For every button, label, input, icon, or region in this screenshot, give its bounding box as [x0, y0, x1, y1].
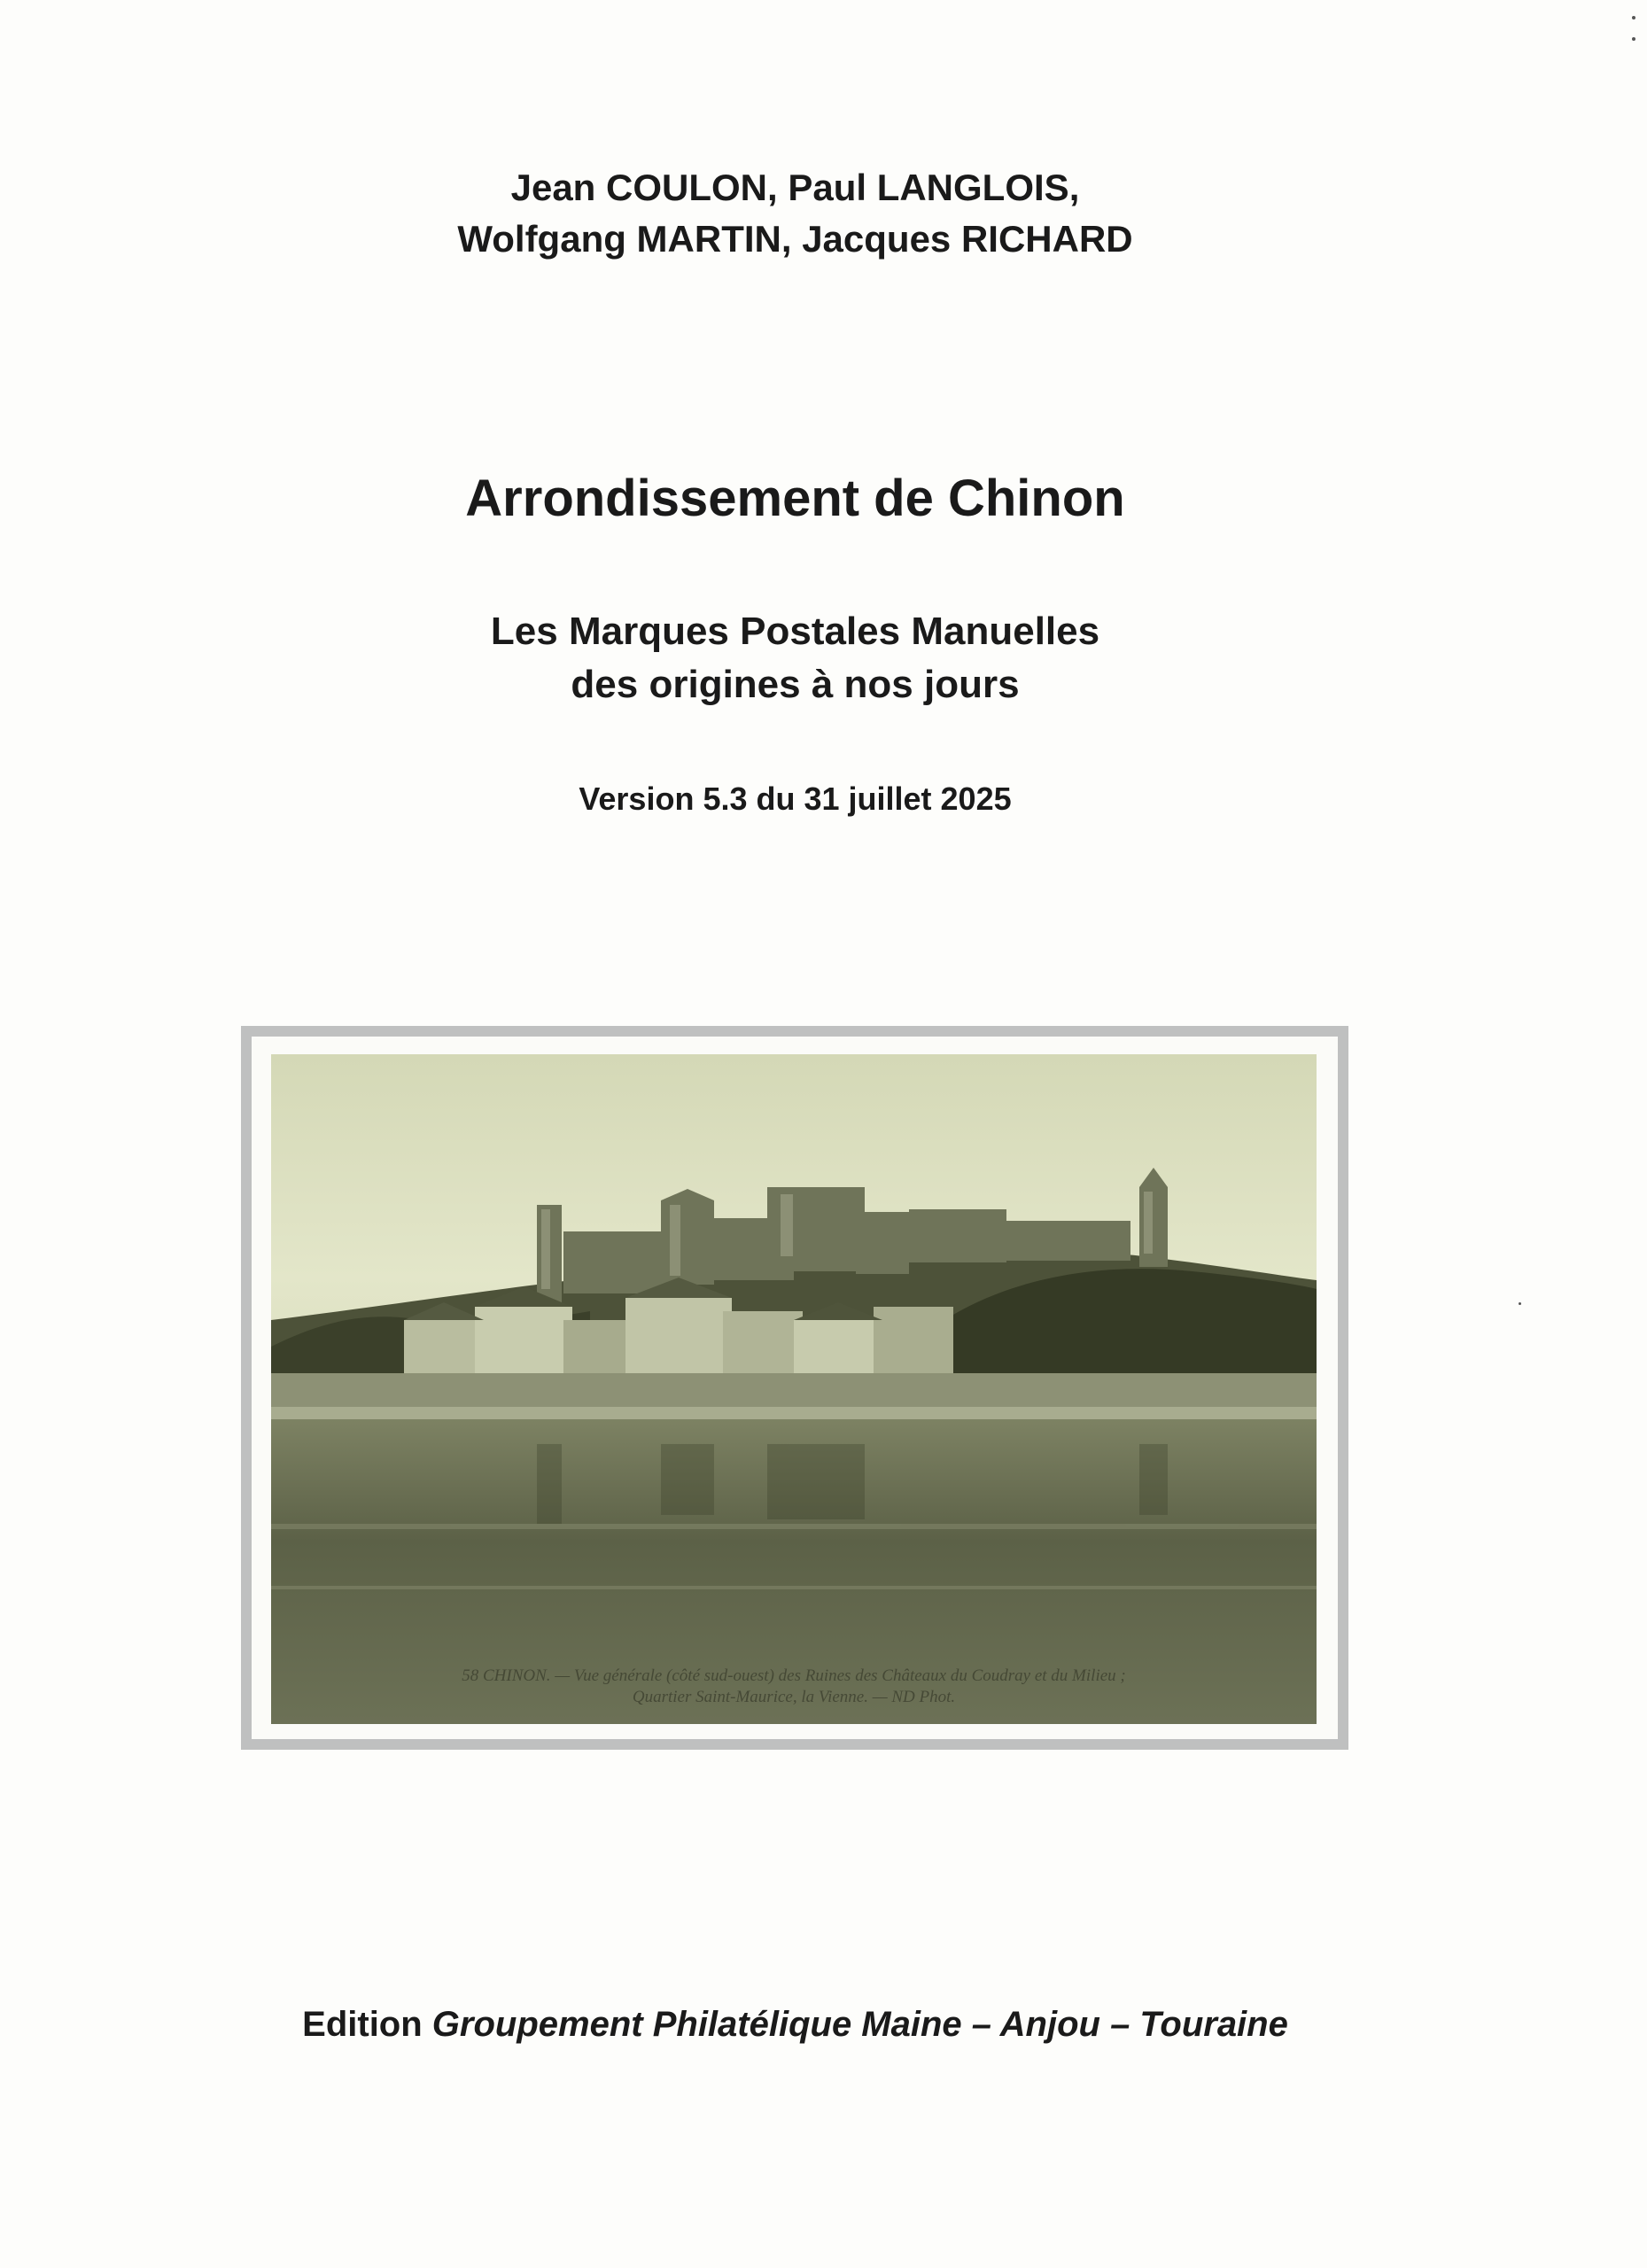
subtitle-line-1: Les Marques Postales Manuelles	[490, 610, 1100, 653]
caption-line-1: 58 CHINON. — Vue générale (côté sud-ouest) des Ruines des Châteaux du Coudray et du Milieu ;	[462, 1666, 1126, 1685]
postcard-caption	[271, 1666, 1317, 1708]
riverbank	[271, 1407, 1317, 1419]
document-subtitle	[0, 605, 1590, 711]
scan-speck	[1519, 1302, 1521, 1305]
chinon-castle-illustration	[271, 1054, 1317, 1724]
document-title: Arrondissement de Chinon	[465, 470, 1125, 527]
postcard-photo	[271, 1054, 1317, 1724]
authors-line-2: Wolfgang MARTIN, Jacques RICHARD	[457, 218, 1133, 260]
scan-speck	[1632, 37, 1635, 41]
caption-line-2: Quartier Saint-Maurice, la Vienne. — ND Phot.	[632, 1688, 956, 1706]
authors-block	[0, 162, 1590, 265]
publisher-name: Groupement Philatélique Maine – Anjou – Touraine	[431, 2005, 1288, 2044]
edition-line	[0, 2000, 1590, 2049]
subtitle-line-2: des origines à nos jours	[571, 663, 1020, 706]
edition-prefix: Edition	[302, 2005, 423, 2044]
scan-speck	[1632, 16, 1635, 19]
authors-line-1: Jean COULON, Paul LANGLOIS,	[510, 167, 1080, 208]
version-line: Version 5.3 du 31 juillet 2025	[579, 781, 1012, 817]
